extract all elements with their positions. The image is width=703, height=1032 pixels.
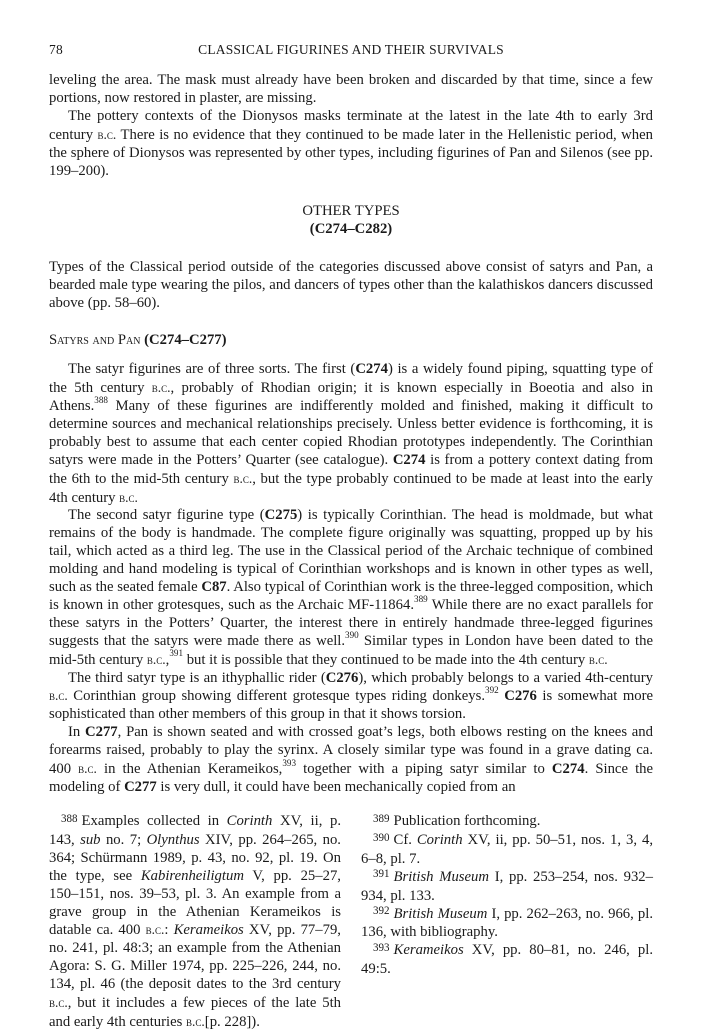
- footnotes: [49, 813, 653, 1032]
- footnote-ref[interactable]: 391: [169, 648, 184, 659]
- section-range: (C274–C282): [309, 221, 393, 238]
- pan-paragraph: In C277, Pan is shown seated and with crossed goat’s legs, both elbows resting on the knees and forearms raised, probably to play the syrinx. A closely similar type was found in a grave dating ca. 400 b.c. in the Athenian Kerameikos,$^{393}$ together with a piping satyr similar to C274. Since the modeling of C277 is very dull, it could have been mechanically copied from an: [49, 724, 654, 795]
- footnote-ref[interactable]: 392: [485, 685, 499, 696]
- footnote-390: $^{390}$ Cf. Corinth XV, ii, pp. 50–51, nos. 1, 3, 4, 6–8, pl. 7.: [361, 831, 653, 867]
- footnote-393: $^{393}$ Kerameikos XV, pp. 80–81, no. 246, pl. 49:5.: [361, 942, 653, 978]
- footnote-389: $^{389}$ Publication forthcoming.: [373, 812, 541, 829]
- running-header: [49, 42, 653, 58]
- footnote-391: $^{391}$ British Museum I, pp. 253–254, nos. 932–934, pl. 133.: [361, 868, 653, 904]
- footnote-388: $^{388}$ Examples collected in Corinth XV, ii, p. 143, sub no. 7; Olynthus XIV, pp. 264–265, no. 364; Schürmann 1989, p. 43, no. 92, pl. 19. On the type, see Kabirenheiligtum V, pp. 25–27, 150–151, nos. 39–53, pl. 3. An example from a grave group in the Athenian Kerameikos is datable ca. 400 b.c.: Kerameikos XV, pp. 77–79, no. 241, pl. 48:3; an example from the Athenian Agora: S. G. Miller 1974, pp. 225–226, 244, no. 134, pl. 46 (the deposit dates to the 3rd century b.c., but it includes a few pieces of the late 5th and early 4th centuries b.c.[p. 228]).: [49, 812, 341, 1030]
- footnote-ref[interactable]: 390: [345, 629, 359, 640]
- footnote-ref[interactable]: 393: [282, 757, 297, 768]
- footnotes-right-column: [361, 813, 653, 1032]
- intro-paragraph-1: leveling the area. The mask must already have been broken and discarded by that time, since a few portions, now restored in plaster, are missing.: [49, 72, 653, 106]
- section-intro: Types of the Classical period outside of the categories discussed above consist of satyrs and Pan, a bearded male type wearing the pilos, and dancers of types other than the kalathiskos dancers discussed above (pp. 58–60).: [49, 259, 653, 312]
- satyr-paragraph-2: The second satyr figurine type (C275) is typically Corinthian. The head is moldmade, but what remains of the body is handmade. The complete figure originally was squatting, propped up by his tail, which acted as a third leg. The use in the Classical period of the Archaic technique of combined molding and hand modeling is typical of Corinthian workshops and is known in other types as well, such as the seated female C87. Also typical of Corinthian work is the three-legged composition, which is known in other grotesques, such as the Archaic MF-11864.$^{389}$ While there are no exact parallels for these satyrs in the Potters’ Quarter, the interest there in entirely handmade three-legged figurines suggests that the satyrs were made there as well.$^{390}$ Similar types in London have been dated to the mid-5th century b.c.,$^{391}$ but it is possible that they continued to be made into the 4th century b.c.: [49, 507, 654, 668]
- footnote-392: $^{392}$ British Museum I, pp. 262–263, no. 966, pl. 136, with bibliography.: [361, 905, 653, 941]
- satyr-paragraph-1: The satyr figurines are of three sorts. The first (C274) is a widely found piping, squatting type of the 5th century b.c., probably of Rhodian origin; it is known especially in Boeotia and also in Athens.$^{388}$ Many of these figurines are indifferently molded and finished, making it difficult to determine sources and mechanical relationships precisely. Unless better evidence is forthcoming, it is probably best to assume that each center copied Rhodian prototypes independently. The Corinthian satyrs were made in the Potters’ Quarter (see catalogue). C274 is from a pottery context dating from the 6th to the mid-5th century b.c., but the type probably continued to be made at least into the early 4th century b.c.: [49, 361, 654, 506]
- footnote-ref[interactable]: 388: [94, 394, 108, 405]
- footnotes-left-column: [49, 813, 341, 1032]
- satyr-paragraph-3: The third satyr type is an ithyphallic rider (C276), which probably belongs to a varied 4th-century b.c. Corinthian group showing different grotesque types riding donkeys.$^{392}$ C276 is somewhat more sophisticated than other members of this group in that it shows torsion.: [49, 669, 654, 723]
- running-title: CLASSICAL FIGURINES AND THEIR SURVIVALS: [198, 42, 504, 57]
- footnote-ref[interactable]: 389: [414, 593, 428, 604]
- section-title: OTHER TYPES: [302, 203, 400, 220]
- section-heading: [49, 202, 653, 238]
- subsection-heading: Satyrs and Pan (C274–C277): [49, 332, 227, 349]
- page-body: [49, 42, 653, 797]
- page-number: 78: [49, 42, 63, 57]
- intro-paragraph-2: The pottery contexts of the Dionysos masks terminate at the latest in the late 4th to early 3rd century b.c. There is no evidence that they continued to be made later in the Hellenistic period, when the sphere of Dionysos was represented by other types, including figurines of Pan and Silenos (see pp. 199–200).: [49, 107, 653, 179]
